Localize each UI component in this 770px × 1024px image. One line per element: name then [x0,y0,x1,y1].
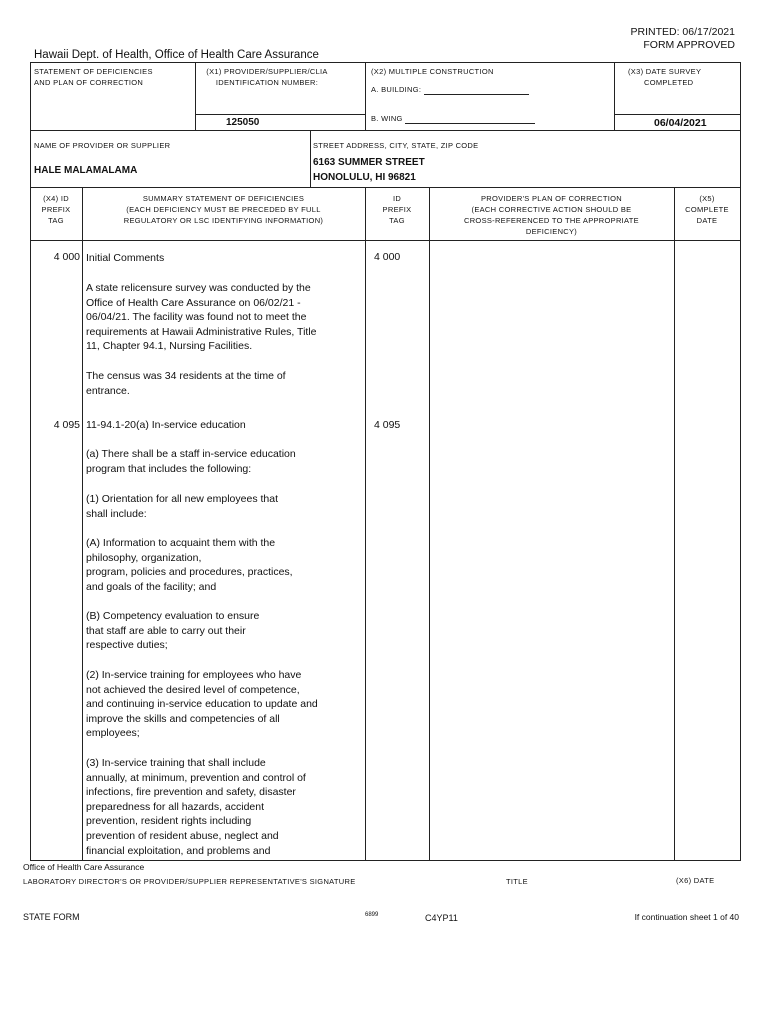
provider-name-value: HALE MALAMALAMA [34,165,138,176]
tag-4000-right: 4 000 [374,251,401,263]
building-field: A. BUILDING: [371,84,529,95]
printed-date: PRINTED: 06/17/2021 [630,26,735,38]
paragraph-A: (A) Information to acquaint them with the philosophy, organization, program, policies and procedures, practices, and goals of the facility; and [86,537,293,593]
rule-heading: 11-94.1-20(a) In-service education [86,419,246,431]
signature-label: LABORATORY DIRECTOR'S OR PROVIDER/SUPPLIER REPRESENTATIVE'S SIGNATURE [23,877,356,886]
provider-name-label: NAME OF PROVIDER OR SUPPLIER [34,141,171,150]
form-approved: FORM APPROVED [643,39,735,51]
tag-4000-left: 4 000 [53,251,80,263]
summary-header: SUMMARY STATEMENT OF DEFICIENCIES (EACH DEFICIENCY MUST BE PRECEDED BY FULL REGULATORY OR LSC IDENTIFYING INFORMATION) [123,194,324,225]
census-paragraph: The census was 34 residents at the time of entrance. [86,370,286,397]
date-survey-label: (X3) DATE SURVEY COMPLETED [628,67,702,87]
x6-date-label: (X6) DATE [676,876,715,885]
continuation-sheet: If continuation sheet 1 of 40 [634,912,739,922]
paragraph-1: (1) Orientation for all new employees that shall include: [86,493,279,520]
provider-id-label: (X1) PROVIDER/SUPPLIER/CLIA IDENTIFICATION NUMBER: [206,67,328,87]
paragraph-B: (B) Competency evaluation to ensure that staff are able to carry out their respective duties; [86,610,260,652]
x4-id-header: (X4) ID PREFIX TAG [41,194,71,225]
date-survey-value: 06/04/2021 [654,117,707,129]
address-line-1: 6163 SUMMER STREET [313,157,425,168]
x5-complete-date-header: (X5) COMPLETE DATE [685,194,729,225]
tag-4095-left: 4 095 [53,419,80,431]
initial-comments-heading: Initial Comments [86,252,165,264]
form-number: 6899 [365,912,379,918]
multiple-construction-label: (X2) MULTIPLE CONSTRUCTION [371,67,494,76]
title-label: TITLE [506,877,528,886]
plan-of-correction-header: PROVIDER'S PLAN OF CORRECTION (EACH CORRECTIVE ACTION SHOULD BE CROSS-REFERENCED TO THE APPROPRIATE DEFICIENCY) [464,194,639,236]
paragraph-3: (3) In-service training that shall include annually, at minimum, prevention and control of infections, fire prevention and safety, disaster preparedness for all hazards, accident prevention, resident rights including prevention of resident abuse, neglect and financial exploitation, and problems and [86,757,306,857]
address-label: STREET ADDRESS, CITY, STATE, ZIP CODE [313,141,479,150]
office-label: Office of Health Care Assurance [23,862,145,872]
state-form-label: STATE FORM [23,912,80,922]
paragraph-a: (a) There shall be a staff in-service education program that includes the following: [86,448,296,475]
provider-id-value: 125050 [226,117,260,128]
address-line-2: HONOLULU, HI 96821 [313,172,416,183]
statement-label: STATEMENT OF DEFICIENCIES AND PLAN OF CORRECTION [34,67,153,87]
survey-paragraph: A state relicensure survey was conducted by the Office of Health Care Assurance on 06/02/21 - 06/04/21. The facility was found not to meet the requirements at Hawaii Administrative Rules, Title 11, Chapter 94.1, Nursing Facilities. [86,282,317,353]
tag-4095-right: 4 095 [374,419,401,431]
agency-name: Hawaii Dept. of Health, Office of Health Care Assurance [34,49,319,61]
wing-field: B. WING [371,113,535,124]
event-id: C4YP11 [425,913,458,923]
paragraph-2: (2) In-service training for employees who have not achieved the desired level of competence, and continuing in-service education to update and improve the skills and competencies of all employees; [86,669,318,740]
id-prefix-header: ID PREFIX TAG [382,194,412,225]
